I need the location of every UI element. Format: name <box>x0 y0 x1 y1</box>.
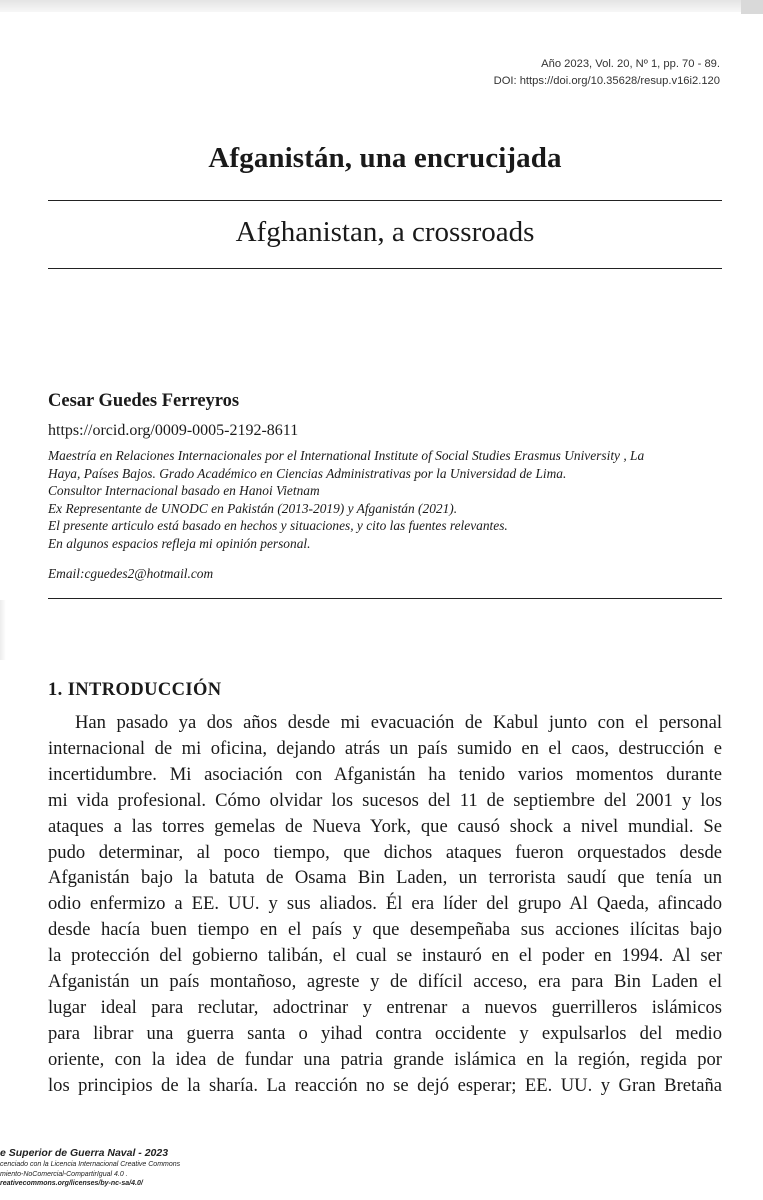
body-line: para librar una guerra santa o yihad contra occidente y expulsarlos del medio <box>48 1022 722 1044</box>
viewer-top-edge <box>0 0 763 12</box>
article-subtitle: Afghanistan, a crossroads <box>235 216 535 248</box>
body-line: los principios de la sharía. La reacción no se dejó esperar; EE. UU. y Gran Bretaña <box>48 1074 722 1096</box>
orcid-link[interactable]: https://orcid.org/0009-0005-2192-8611 <box>48 422 299 439</box>
affiliation-line: Maestría en Relaciones Internacionales por el International Institute of Social Studies Erasmus University , La <box>48 448 645 463</box>
body-line: ataques a las torres gemelas de Nueva York, que causó shock a nivel mundial. Se <box>48 815 722 837</box>
body-line: Afganistán bajo la batuta de Osama Bin Laden, un terrorista saudí que tenía un <box>48 867 722 889</box>
body-line: pudo determinar, al poco tiempo, que dichos ataques fueron orquestados desde <box>48 841 722 863</box>
license-footer <box>0 1147 180 1189</box>
section-heading: 1. INTRODUCCIÓN <box>48 680 222 700</box>
affiliation-line: Ex Representante de UNODC en Pakistán (2013-2019) y Afganistán (2021). <box>48 500 458 516</box>
title-divider <box>48 200 722 201</box>
article-title: Afganistán, una encrucijada <box>208 142 562 174</box>
body-line: mi vida profesional. Cómo olvidar los sucesos del 11 de septiembre del 2001 y los <box>48 789 722 811</box>
affiliation-line: Consultor Internacional basado en Hanoi Vietnam <box>48 483 320 499</box>
body-line: odio enfermizo a EE. UU. y sus aliados. Él era líder del grupo Al Qaeda, afincado <box>48 893 722 915</box>
author-name: Cesar Guedes Ferreyros <box>48 391 240 411</box>
footer-license-type: miento-NoComercial-CompartirIgual 4.0 . <box>0 1170 128 1178</box>
affiliation-line: El presente articulo está basado en hechos y situaciones, y cito las fuentes relevantes. <box>48 518 508 534</box>
author-email[interactable]: Email:cguedes2@hotmail.com <box>48 566 214 581</box>
journal-meta <box>494 56 720 90</box>
body-line: desde hacía buen tiempo en el país y que desempeñaba sus acciones ilícitas bajo <box>48 919 722 941</box>
body-line: la protección del gobierno talibán, el cual se instauró en el poder en 1994. Al ser <box>48 945 722 967</box>
page-edge-shadow <box>0 600 6 660</box>
affiliation-line: Haya, Países Bajos. Grado Académico en Ciencias Administrativas por la Universidad de Lima. <box>48 465 567 481</box>
volume-info: Año 2023, Vol. 20, Nº 1, pp. 70 - 89. <box>541 58 720 70</box>
body-line: internacional de mi oficina, dejando atrás un país sumido en el caos, destrucción e <box>48 737 722 759</box>
body-line: lugar ideal para reclutar, adoctrinar y entrenar a nuevos guerrilleros islámicos <box>48 996 722 1018</box>
author-divider <box>48 598 722 599</box>
affiliation-line: En algunos espacios refleja mi opinión personal. <box>48 535 311 551</box>
footer-license: cenciado con la Licencia Internacional Creative Commons <box>0 1161 181 1168</box>
footer-publisher: e Superior de Guerra Naval - 2023 <box>0 1147 169 1159</box>
author-affiliation <box>48 447 738 553</box>
body-line: Han pasado ya dos años desde mi evacuación de Kabul junto con el personal <box>75 712 722 733</box>
doi-link[interactable]: DOI: https://doi.org/10.35628/resup.v16i2.120 <box>493 75 720 87</box>
body-line: incertidumbre. Mi asociación con Afganistán ha tenido varios momentos durante <box>48 763 722 785</box>
body-line: Afganistán un país montañoso, agreste y de difícil acceso, era para Bin Laden el <box>48 971 722 993</box>
body-line: oriente, con la idea de fundar una patria grande islámica en la región, regida por <box>48 1048 722 1070</box>
footer-license-link[interactable]: reativecommons.org/licenses/by-nc-sa/4.0/ <box>0 1180 143 1187</box>
page-corner <box>741 0 763 14</box>
subtitle-divider <box>48 268 722 269</box>
body-text <box>48 710 722 1099</box>
